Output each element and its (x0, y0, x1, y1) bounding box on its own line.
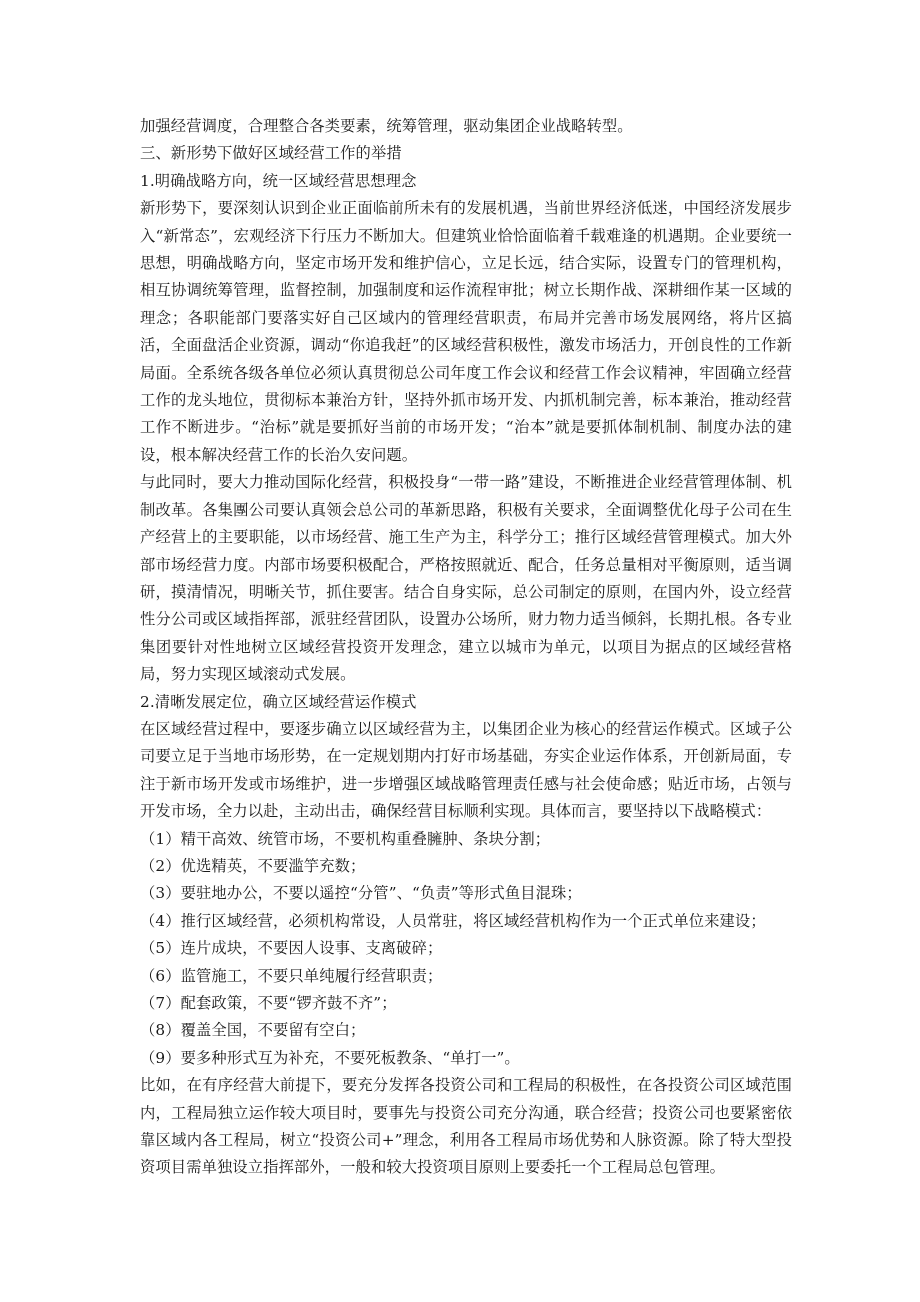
list-item: （7）配套政策，不要“锣齐鼓不齐”； (140, 994, 397, 1012)
list-item: （4）推行区域经营，必须机构常设，人员常驻，将区域经营机构作为一个正式单位来建设； (140, 911, 766, 930)
list-item: （5）连片成块，不要因人设事、支离破碎； (140, 939, 443, 958)
document-body (140, 113, 792, 1182)
paragraph-body: 比如，在有序经营大前提下，要充分发挥各投资公司和工程局的积极性，在各投资公司区域范围内，工程局独立运作较大项目时，要事先与投资公司充分沟通，联合经营；投资公司也要紧密依靠区域内各工程局，树立“投资公司+”理念，利用各工程局市场优势和人脉资源。除了特大型投资项目需单独设立指挥部外，一般和较大投资项目原则上要委托一个工程局总包管理。 (140, 1076, 792, 1177)
paragraph-intro: 加强经营调度，合理整合各类要素，统筹管理，驱动集团企业战略转型。 (140, 117, 633, 135)
list-item: （6）监管施工，不要只单纯履行经营职责； (140, 966, 443, 985)
paragraph-body: 与此同时，要大力推动国际化经营，积极投身“一带一路”建设，不断推进企业经营管理体制、机制改革。各集團公司要认真领会总公司的革新思路，积极有关要求，全面调整优化母子公司在生产经营上的主要职能，以市场经营、施工生产为主，科学分工；推行区域经营管理模式。加大外部市场经营力度。内部市场要积极配合，严格按照就近、配合，任务总量相对平衡原则，适当调研，摸清情况，明晰关节，抓住要害。结合自身实际，总公司制定的原则，在国内外，设立经营性分公司或区域指挥部，派驻经营团队，设置办公场所，财力物力适当倾斜，长期扎根。各专业集团要针对性地树立区域经营投资开发理念，建立以城市为单元，以项目为据点的区域经营格局，努力实现区域滚动式发展。 (140, 473, 792, 684)
list-item: （9）要多种形式互为补充，不要死板教条、“单打一”。 (140, 1048, 520, 1067)
list-item: （1）精干高效、统管市场，不要机构重叠臃肿、条块分割； (140, 829, 551, 848)
paragraph-body: 新形势下，要深刻认识到企业正面临前所未有的发展机遇，当前世界经济低迷，中国经济发展步入“新常态”，宏观经济下行压力不断加大。但建筑业恰恰面临着千载难逢的机遇期。企业要统一思想，明确战略方向，坚定市场开发和维护信心，立足长远，结合实际，设置专门的管理机构，相互协调统筹管理，监督控制，加强制度和运作流程审批；树立长期作战、深耕细作某一区域的理念；各职能部门要落实好自己区域内的管理经营职责，布局并完善市场发展网络，将片区搞活，全面盘活企业资源，调动“你追我赶”的区域经营积极性，激发市场活力，开创良性的工作新局面。全系统各级各单位必须认真贯彻总公司年度工作会议和经营工作会议精神，牢固确立经营工作的龙头地位，贯彻标本兼治方针，坚持外抓市场开发、内抓机制完善，标本兼治，推动经营工作不断进步。“治标”就是要抓好当前的市场开发；“治本”就是要抓体制机制、制度办法的建设，根本解决经营工作的长治久安问题。 (140, 199, 792, 464)
paragraph-body: 在区域经营过程中，要逐步确立以区域经营为主，以集团企业为核心的经营运作模式。区域子公司要立足于当地市场形势，在一定规划期内打好市场基础，夯实企业运作体系，开创新局面，专注于新市场开发或市场维护，进一步增强区域战略管理责任感与社会使命感；贴近市场，占领与开发市场，全力以赴，主动出击，确保经营目标顺利实现。具体而言，要坚持以下战略模式： (140, 719, 792, 821)
list-item: （2）优选精英，不要滥竽充数； (140, 856, 366, 875)
subsection-heading-1: 1.明确战略方向，统一区域经营思想理念 (140, 171, 417, 190)
subsection-heading-2: 2.清晰发展定位，确立区域经营运作模式 (140, 692, 417, 711)
section-heading: 三、新形势下做好区域经营工作的举措 (140, 144, 402, 163)
list-item: （3）要驻地办公，不要以遥控“分管”、“负责”等形式鱼目混珠； (140, 884, 582, 903)
list-item: （8）覆盖全国，不要留有空白； (140, 1021, 366, 1040)
